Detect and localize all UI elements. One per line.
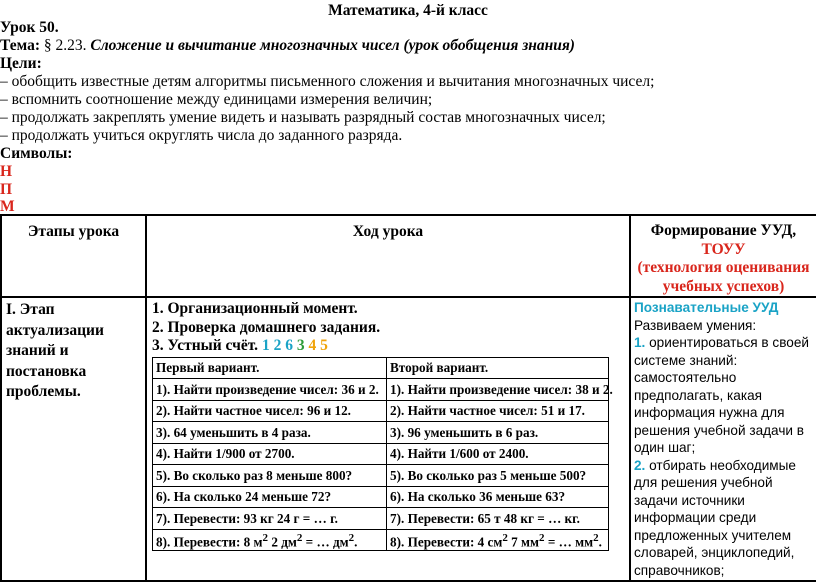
task8-text: 2 дм xyxy=(268,533,297,549)
superscript: 2 xyxy=(262,531,269,544)
task-cell: 4). Найти 1/900 от 2700. xyxy=(153,443,387,465)
task-cell: 2). Найти частное чисел: 96 и 12. xyxy=(153,400,387,422)
header-uud-line4: учебных успехов) xyxy=(662,277,785,295)
symbols-label: Символы: xyxy=(0,145,73,162)
task-cell: 7). Перевести: 93 кг 24 г = … г. xyxy=(153,508,387,530)
header-uud xyxy=(630,215,816,297)
uud-item-text: отбирать необходимые для решения учебной задачи источники информации среди предложенных учителем словарей, энциклопедий, справочников; xyxy=(634,457,796,578)
superscript: 2 xyxy=(593,531,599,544)
table-row xyxy=(153,422,609,444)
table-row xyxy=(153,486,609,508)
task-cell: 5). Во сколько раз 8 меньше 800? xyxy=(153,465,387,487)
count-digit: 3 xyxy=(296,337,305,354)
header-stages xyxy=(1,215,146,297)
table-row-stage1 xyxy=(1,297,816,581)
superscript: 2 xyxy=(348,531,355,544)
header-flow-label: Ход урока xyxy=(352,223,424,240)
lesson-table xyxy=(0,214,816,582)
goal-item: – продолжать закреплять умение видеть и называть разрядный состав многозначных чисел; xyxy=(0,109,606,126)
task8-text: = … дм xyxy=(302,533,349,549)
goal-item: – вспомнить соотношение между единицами измерения величин; xyxy=(0,91,433,108)
variant2-header: Второй вариант. xyxy=(387,357,609,379)
topic-line xyxy=(0,37,575,55)
topic-text: Сложение и вычитание многозначных чисел (урок обобщения знания) xyxy=(90,37,575,54)
stage-cell xyxy=(1,297,146,581)
task-cell xyxy=(387,529,609,551)
uud-item-text: ориентироваться в своей системе знаний: самостоятельно предполагать, какая информация нужна для решения учебной задачи в один шаг; xyxy=(634,335,809,455)
task-cell: 5). Во сколько раз 5 меньше 500? xyxy=(387,465,609,487)
task-header-row xyxy=(153,357,609,379)
stage-line: проблемы. xyxy=(6,383,81,400)
stage-line: I. Этап xyxy=(6,301,55,318)
subject-title: Математика, 4-й класс xyxy=(328,2,488,19)
task-cell: 2). Найти частное чисел: 51 и 17. xyxy=(387,400,609,422)
table-row xyxy=(153,379,609,401)
count-digit: 5 xyxy=(320,337,328,354)
symbol-p: П xyxy=(0,181,13,198)
flow-cell xyxy=(146,297,630,581)
stage-line: знаний и xyxy=(6,342,69,359)
flow-item: 2. Проверка домашнего задания. xyxy=(152,318,381,336)
superscript: 2 xyxy=(296,531,303,544)
task8-text: 8). Перевести: 8 м xyxy=(156,533,263,549)
task-cell: 6). На сколько 24 меньше 72? xyxy=(153,486,387,508)
symbol-n: Н xyxy=(0,163,13,180)
table-row xyxy=(153,508,609,530)
variant1-header: Первый вариант. xyxy=(153,357,387,379)
goal-item: – обобщить известные детям алгоритмы письменного сложения и вычитания многозначных чисел; xyxy=(0,73,655,90)
table-row xyxy=(153,443,609,465)
task8-text: = … мм xyxy=(544,533,594,549)
symbol-m: М xyxy=(0,198,15,215)
table-row xyxy=(153,465,609,487)
task-cell: 4). Найти 1/600 от 2400. xyxy=(387,443,609,465)
flow-item-oral-count xyxy=(152,337,625,356)
flow-item-label: 3. Устный счёт. xyxy=(152,337,259,354)
task8-text: 7 мм xyxy=(507,533,540,549)
uud-item-number: 2. xyxy=(634,457,646,473)
task8-text: . xyxy=(354,533,358,549)
stage-line: актуализации xyxy=(6,321,104,339)
topic-label: Тема: xyxy=(0,37,40,54)
task-cell: 1). Найти произведение чисел: 36 и 2. xyxy=(153,379,387,401)
uud-title: Познавательные УУД xyxy=(634,300,779,315)
count-digit: 1 xyxy=(261,337,270,354)
uud-cell xyxy=(630,297,816,581)
header-stages-label: Этапы урока xyxy=(27,223,120,240)
goal-item: – продолжать учиться округлять числа до заданного разряда. xyxy=(0,127,403,144)
superscript: 2 xyxy=(502,531,508,544)
lesson-number: Урок 50. xyxy=(0,19,59,36)
header-flow xyxy=(146,215,630,297)
count-digit: 2 xyxy=(273,337,282,354)
uud-item-number: 1. xyxy=(634,335,646,350)
header-uud-line3: (технология оценивания xyxy=(637,259,810,276)
table-header-row xyxy=(1,215,816,297)
topic-section: § 2.23. xyxy=(40,37,91,54)
table-row xyxy=(153,400,609,422)
stage-line: постановка xyxy=(6,362,87,380)
task-cell: 3). 96 уменьшить в 6 раз. xyxy=(387,422,609,444)
goals-label: Цели: xyxy=(0,55,42,72)
task-cell: 1). Найти произведение чисел: 38 и 2. xyxy=(387,379,609,401)
uud-intro: Развиваем умения: xyxy=(634,317,757,333)
task-cell: 6). На сколько 36 меньше 63? xyxy=(387,486,609,508)
superscript: 2 xyxy=(539,531,545,544)
task8-text: . xyxy=(598,533,602,549)
task8-text: 8). Перевести: 4 см xyxy=(390,533,503,549)
task-cell: 3). 64 уменьшить в 4 раза. xyxy=(153,422,387,444)
count-digit: 4 xyxy=(308,337,317,354)
task-cell: 7). Перевести: 65 т 48 кг = … кг. xyxy=(387,508,609,530)
task-cell xyxy=(153,529,387,551)
header-uud-line2: ТОУУ xyxy=(701,240,746,258)
uud-item-2 xyxy=(634,457,813,580)
count-digit: 6 xyxy=(285,337,293,354)
table-row xyxy=(153,529,609,551)
uud-item-1 xyxy=(634,334,813,457)
header-uud-line1: Формирование УУД, xyxy=(650,222,797,239)
flow-item: 1. Организационный момент. xyxy=(152,300,358,317)
